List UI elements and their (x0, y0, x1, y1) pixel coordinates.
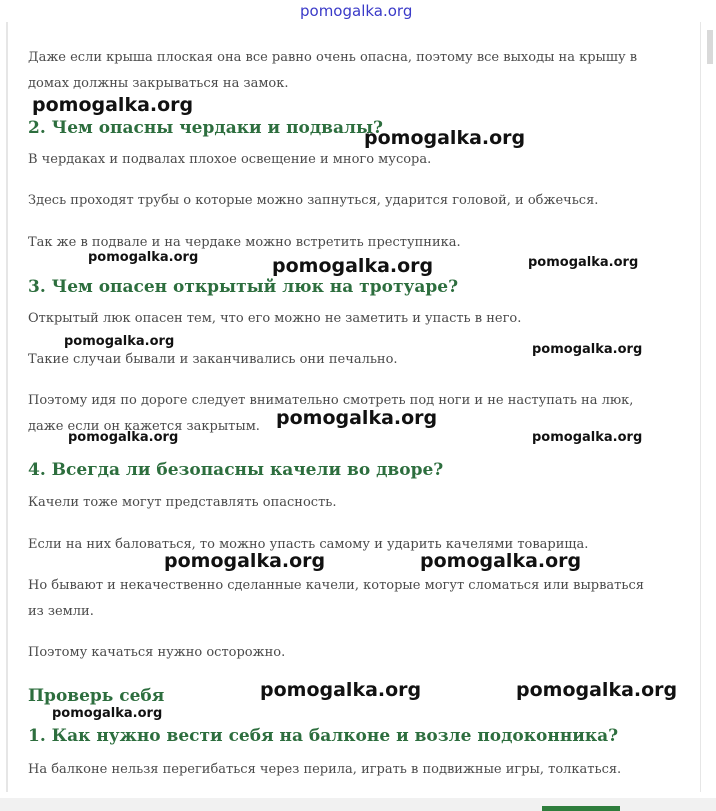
paragraph-balcony: На балконе нельзя перегибаться через перила, играть в подвижные игры, толкаться. (28, 762, 622, 777)
scroll-mark (707, 30, 713, 64)
watermark: pomogalka.org (260, 679, 422, 701)
heading-question-3: 3. Чем опасен открытый люк на тротуаре? (28, 277, 459, 297)
paragraph-swings-4: из земли. (28, 604, 94, 619)
watermark: pomogalka.org (68, 430, 179, 445)
paragraph-manhole-3: Поэтому идя по дороге следует внимательно смотреть под ноги и не наступать на люк, (28, 393, 634, 408)
paragraph-roof-1: Даже если крыша плоская она все равно очень опасна, поэтому все выходы на крышу в (28, 50, 638, 65)
watermark: pomogalka.org (420, 550, 582, 572)
watermark: pomogalka.org (52, 706, 163, 721)
watermark: pomogalka.org (532, 430, 643, 445)
paragraph-manhole-4: даже если он кажется закрытым. (28, 419, 260, 434)
watermark: pomogalka.org (528, 255, 639, 270)
paragraph-swings-1: Качели тоже могут представлять опасность. (28, 495, 337, 510)
paragraph-manhole-1: Открытый люк опасен тем, что его можно не заметить и упасть в него. (28, 311, 522, 326)
paragraph-swings-2: Если на них баловаться, то можно упасть самому и ударить качелями товарища. (28, 537, 589, 552)
paragraph-manhole-2: Такие случаи бывали и заканчивались они печально. (28, 352, 398, 367)
paragraph-attic-1: В чердаках и подвалах плохое освещение и много мусора. (28, 152, 432, 167)
watermark: pomogalka.org (276, 407, 438, 429)
right-border (700, 22, 701, 792)
left-border (6, 22, 8, 792)
watermark: pomogalka.org (272, 255, 434, 277)
paragraph-roof-2: домах должны закрываться на замок. (28, 76, 289, 91)
watermark: pomogalka.org (364, 127, 526, 149)
watermark: pomogalka.org (532, 342, 643, 357)
watermark: pomogalka.org (32, 94, 194, 116)
paragraph-swings-5: Поэтому качаться нужно осторожно. (28, 645, 286, 660)
watermark: pomogalka.org (64, 334, 175, 349)
heading-balcony-question: 1. Как нужно вести себя на балконе и возле подоконника? (28, 726, 619, 746)
paragraph-attic-3: Так же в подвале и на чердаке можно встретить преступника. (28, 235, 461, 250)
watermark: pomogalka.org (88, 250, 199, 265)
bottom-accent-tab (542, 806, 620, 811)
watermark: pomogalka.org (164, 550, 326, 572)
heading-question-2: 2. Чем опасны чердаки и подвалы? (28, 118, 383, 138)
watermark: pomogalka.org (516, 679, 678, 701)
heading-question-4: 4. Всегда ли безопасны качели во дворе? (28, 460, 444, 480)
watermark-top: pomogalka.org (300, 2, 413, 20)
paragraph-attic-2: Здесь проходят трубы о которые можно запнуться, ударится головой, и обжечься. (28, 193, 599, 208)
section-heading-check-yourself: Проверь себя (28, 686, 165, 706)
paragraph-swings-3: Но бывают и некачественно сделанные качели, которые могут сломаться или вырваться (28, 578, 644, 593)
